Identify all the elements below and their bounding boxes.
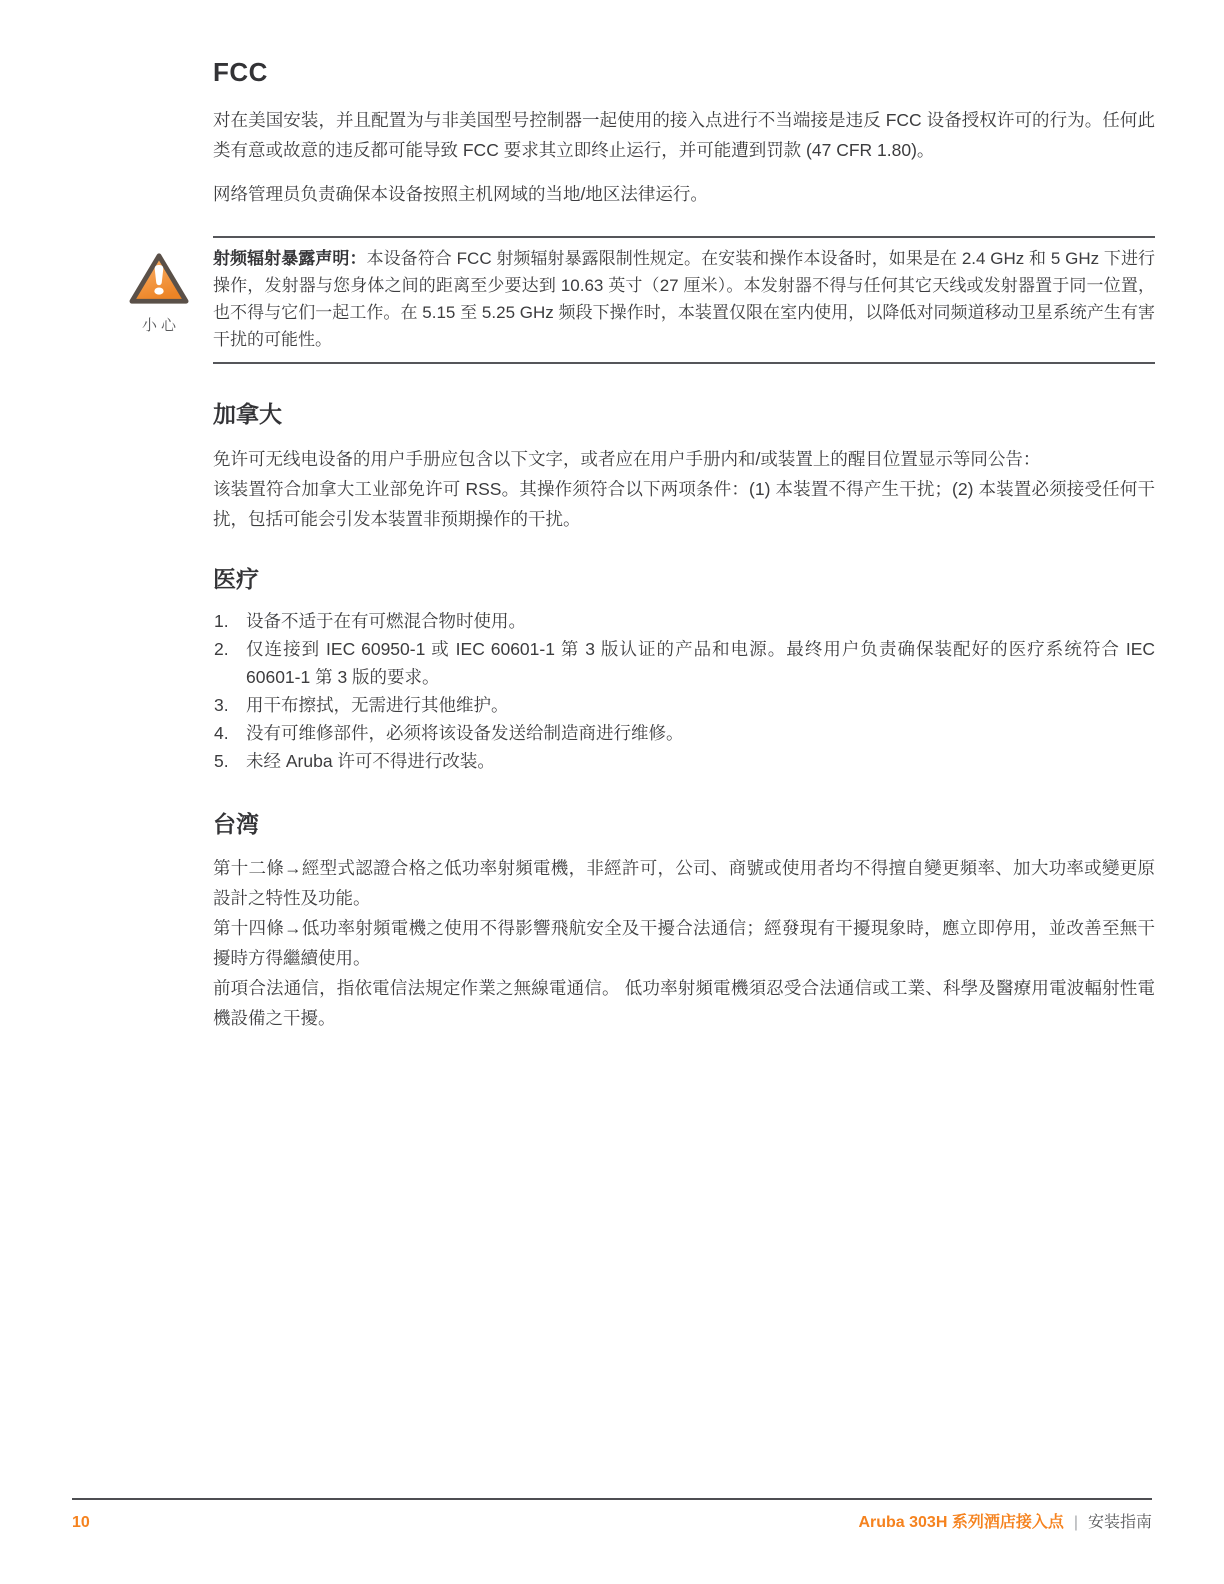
section-heading-canada: 加拿大	[213, 401, 282, 427]
section-heading-fcc: FCC	[213, 57, 268, 87]
canada-paragraph-1: 免许可无线电设备的用户手册应包含以下文字，或者应在用户手册内和/或装置上的醒目位置显示等同公告：	[213, 449, 1041, 469]
page-footer	[72, 1498, 1152, 1532]
caution-note	[141, 236, 1156, 364]
section-heading-medical: 医疗	[213, 566, 259, 592]
canada-paragraph-2: 该装置符合加拿大工业部免许可 RSS。其操作须符合以下两项条件：(1) 本装置不得产生干扰；(2) 本装置必须接受任何干扰，包括可能会引发本装置非预期操作的干扰。	[213, 479, 1155, 529]
medical-list-item: 仅连接到 IEC 60950-1 或 IEC 60601-1 第 3 版认证的产品和电源。最终用户负责确保装配好的医疗系统符合 IEC 60601-1 第 3 版的要求。	[246, 639, 1155, 687]
fcc-paragraph-1: 对在美国安装，并且配置为与非美国型号控制器一起使用的接入点进行不当端接是违反 FCC 设备授权许可的行为。任何此类有意或故意的违反都可能导致 FCC 要求其立即终止运行，并可能遭到罚款 (47 CFR 1.80)。	[213, 110, 1155, 160]
caution-text	[213, 245, 1155, 353]
page-content	[141, 0, 1156, 1033]
taiwan-paragraph-2: 第十四條→低功率射頻電機之使用不得影響飛航安全及干擾合法通信；經發現有干擾現象時，應立即停用，並改善至無干擾時方得繼續使用。	[213, 918, 1155, 968]
footer-separator: |	[1073, 1514, 1078, 1531]
medical-list-item: 未经 Aruba 许可不得进行改装。	[246, 751, 495, 771]
caution-bold-lead: 射频辐射暴露声明：	[213, 249, 367, 268]
footer-document-info	[858, 1509, 1152, 1532]
footer-doc-subtitle: 安装指南	[1087, 1514, 1152, 1531]
medical-list	[213, 607, 1155, 775]
medical-list-item: 用干布擦拭，无需进行其他维护。	[246, 695, 509, 715]
page-number: 10	[72, 1514, 90, 1531]
caution-label: 小心	[141, 317, 180, 334]
taiwan-paragraph-3: 前項合法通信，指依電信法規定作業之無線電通信。 低功率射頻電機須忍受合法通信或工業、科學及醫療用電波輻射性電機設備之干擾。	[213, 978, 1155, 1028]
caution-figure	[123, 250, 195, 335]
footer-doc-title: Aruba 303H 系列酒店接入点	[858, 1514, 1064, 1531]
fcc-paragraph-2: 网络管理员负责确保本设备按照主机网域的当地/地区法律运行。	[213, 184, 708, 204]
medical-list-item: 设备不适于在有可燃混合物时使用。	[246, 611, 526, 631]
taiwan-paragraph-1: 第十二條→經型式認證合格之低功率射頻電機，非經許可，公司、商號或使用者均不得擅自變更頻率、加大功率或變更原設計之特性及功能。	[213, 858, 1155, 908]
section-heading-taiwan: 台湾	[213, 811, 259, 837]
caution-body: 本设备符合 FCC 射频辐射暴露限制性规定。在安装和操作本设备时，如果是在 2.4 GHz 和 5 GHz 下进行操作，发射器与您身体之间的距离至少要达到 10.63 英寸（27 厘米）。本发射器不得与任何其它天线或发射器置于同一位置，也不得与它们一起工作。在 5.15 至 5.25 GHz 频段下操作时，本装置仅限在室内使用，以降低对同频道移动卫星系统产生有害干扰的可能性。	[213, 249, 1156, 349]
warning-triangle-icon	[126, 295, 192, 312]
medical-list-item: 没有可维修部件，必须将该设备发送给制造商进行维修。	[246, 723, 684, 743]
